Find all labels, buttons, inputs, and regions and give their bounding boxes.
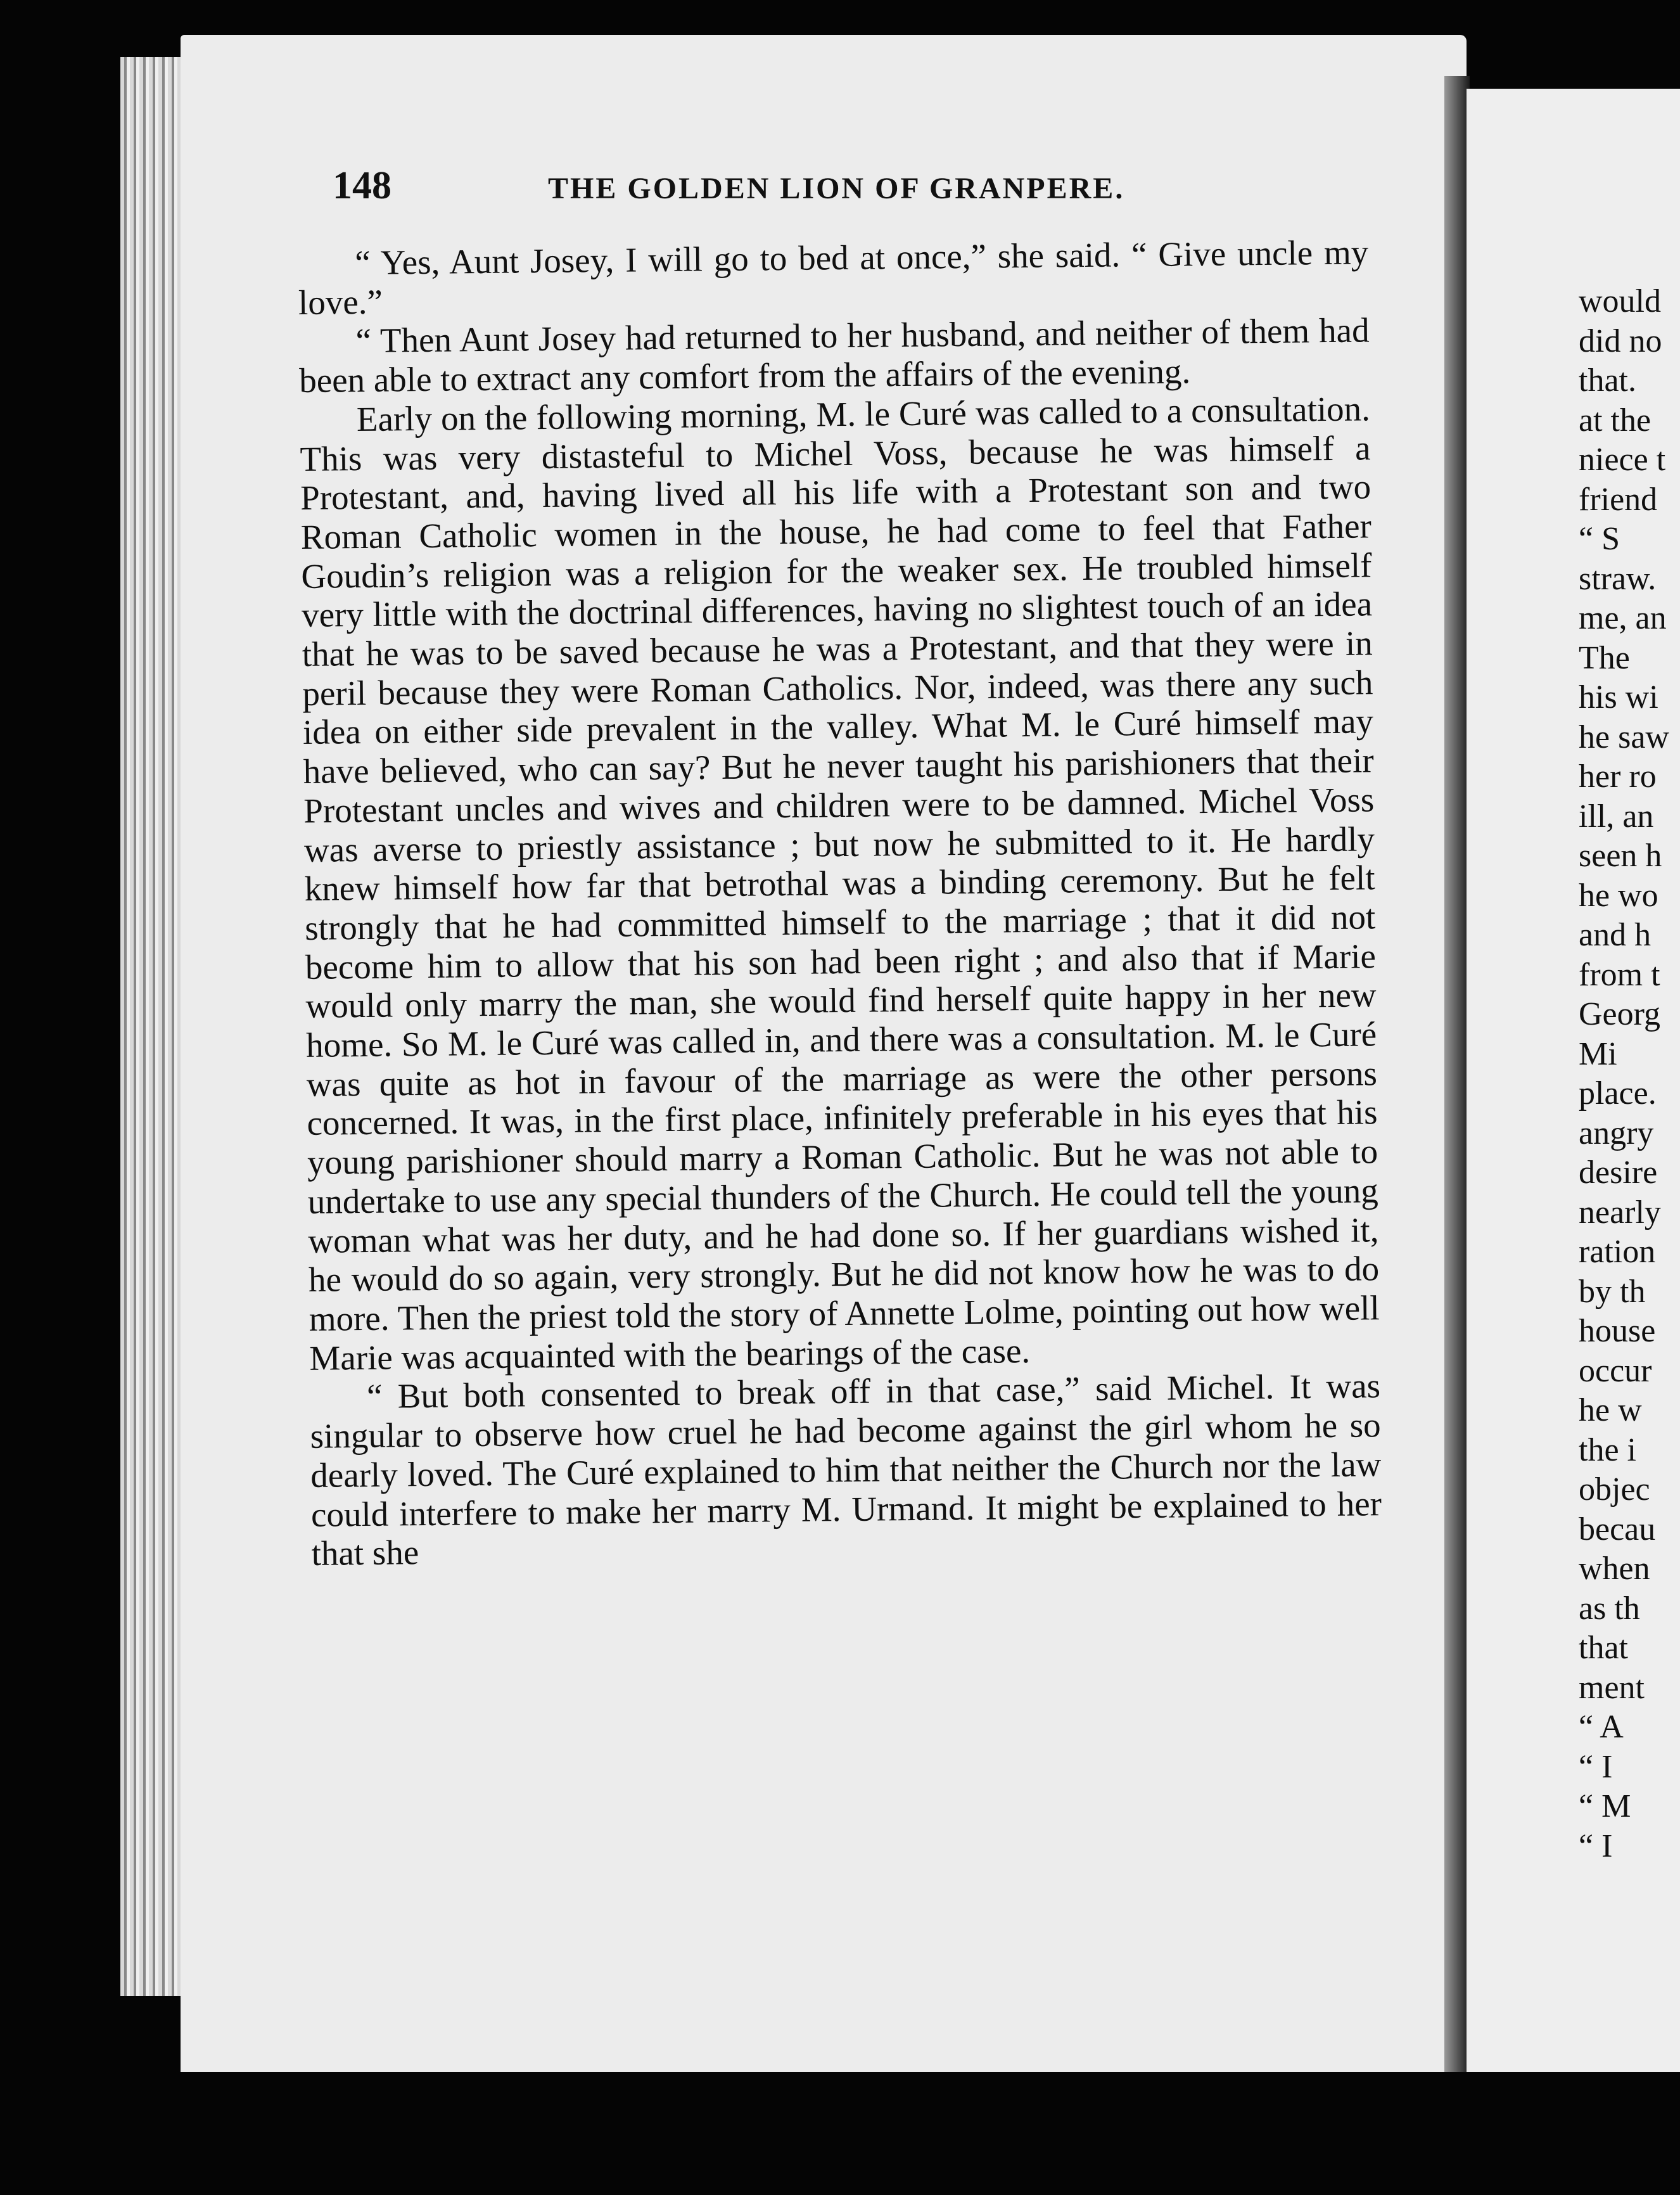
right-page-line: “ I [1579, 1748, 1613, 1785]
right-page-line: angry [1579, 1115, 1654, 1151]
right-page-line: niece t [1579, 442, 1666, 478]
right-page-line: ill, an [1579, 798, 1654, 835]
right-page-text-fragment [1579, 282, 1680, 1866]
right-page-line: did no [1579, 323, 1662, 359]
right-page-line: desire [1579, 1155, 1658, 1191]
right-page-line: and h [1579, 917, 1651, 953]
main-text [298, 233, 1382, 1573]
right-page-line: nearly [1579, 1194, 1661, 1231]
right-page-line: her ro [1579, 758, 1657, 795]
right-page-line: becau [1579, 1511, 1656, 1547]
paragraph: “ But both consented to break off in that case,” said Michel. It was singular to observe how cruel he had become against the girl whom he so dearly loved. The Curé explained to him that neither the Church nor the law could interfere to make her marry M. Urmand. It might be explained to her that she [310, 1366, 1382, 1573]
right-page-line: ment [1579, 1669, 1645, 1706]
right-page-line: occur [1579, 1352, 1652, 1389]
right-page-line: the i [1579, 1431, 1636, 1468]
right-page-line: “ A [1579, 1709, 1624, 1745]
right-page-line: straw. [1579, 560, 1657, 597]
right-page-line: ration [1579, 1234, 1656, 1270]
book-page-edges [120, 57, 190, 1996]
paragraph: “ Then Aunt Josey had returned to her husband, and neither of them had been able to extract any comfort from the affairs of the evening. [298, 310, 1370, 400]
right-page-line: friend [1579, 481, 1658, 518]
right-page-line: house [1579, 1313, 1656, 1349]
right-page-line: as th [1579, 1590, 1640, 1627]
right-page-line: his wi [1579, 679, 1658, 715]
right-page-line: that [1579, 1630, 1628, 1666]
right-page-line: The [1579, 639, 1630, 676]
right-page-line: Georg [1579, 996, 1661, 1032]
right-page-line: that. [1579, 362, 1636, 399]
right-page-line: me, an [1579, 600, 1667, 636]
running-title: THE GOLDEN LION OF GRANPERE. [548, 172, 1125, 205]
page-header [333, 163, 1356, 214]
paragraph: Early on the following morning, M. le Curé was called to a consultation. This was very distasteful to Michel Voss, because he was himself a Protestant, and, having lived all his life with a Protestant son and two Roman Catholic women in the house, he had come to feel that Father Goudin’s religion was a religion for the weaker sex. He troubled himself very little with the doctrinal differences, having no slightest touch of an idea that he was to be saved because he was a Protestant, and that they were in peril because they were Roman Catholics. Nor, indeed, was there any such idea on either side prevalent in the valley. What M. le Curé himself may have believed, who can say? But he never taught his parishioners that their Protestant uncles and wives and children were to be damned. Michel Voss was averse to priestly assistance ; but now he submitted to it. He hardly knew himself how far that betrothal was a binding ceremony. But he felt strongly that he had committed himself to the marriage ; that it did not become him to allow that his son had been right ; and also that if Marie would only marry the man, she would find herself quite happy in her new home. So M. le Curé was called in, and there was a consultation. M. le Curé was quite as hot in favour of the marriage as were the other persons concerned. It was, in the first place, infinitely preferable in his eyes that his young parishioner should marry a Roman Catholic. But he was not able to undertake to use any special thunders of the Church. He could tell the young woman what was her duty, and he had done so. If her guardians wished it, he would do so again, very strongly. But he did not know how he was to do more. Then the priest told the story of Annette Lolme, pointing out how well Marie was acquainted with the bearings of the case. [300, 389, 1380, 1378]
right-page-line: he saw [1579, 719, 1669, 755]
right-page-line: by th [1579, 1273, 1646, 1310]
right-page-line: when [1579, 1551, 1650, 1587]
paragraph: “ Yes, Aunt Josey, I will go to bed at once,” she said. “ Give uncle my love.” [298, 233, 1369, 322]
right-page-line: Mi [1579, 1035, 1617, 1072]
right-page-line: “ I [1579, 1827, 1613, 1864]
right-page-line: he wo [1579, 877, 1658, 914]
right-page-line: at the [1579, 402, 1651, 438]
book-spine-shadow [1444, 76, 1470, 2072]
right-page-line: he w [1579, 1392, 1642, 1428]
right-page-line: from t [1579, 956, 1660, 993]
right-page-line: seen h [1579, 838, 1662, 874]
right-page-line: “ S [1579, 521, 1620, 557]
page-number: 148 [333, 164, 391, 207]
right-page-line: “ M [1579, 1788, 1631, 1824]
right-page-line: objec [1579, 1471, 1650, 1507]
right-page-line: would [1579, 283, 1661, 319]
right-page-line: place. [1579, 1075, 1657, 1111]
